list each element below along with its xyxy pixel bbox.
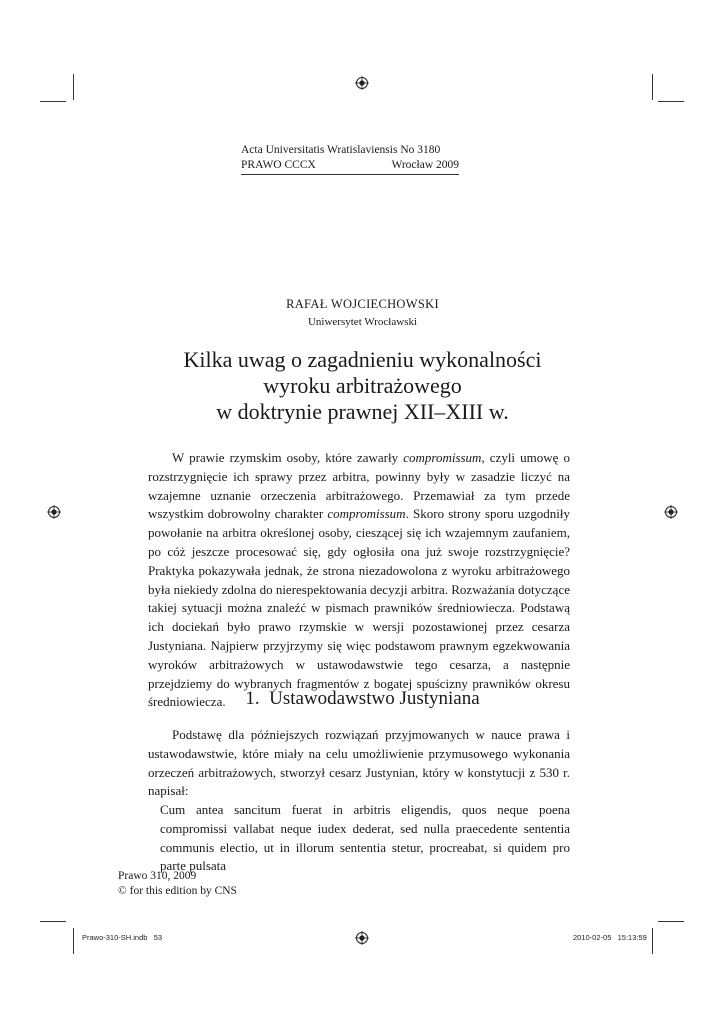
title-line: w doktrynie prawnej XII–XIII w. [216, 399, 509, 424]
term-compromissum: compromissum [327, 506, 406, 522]
intro-text: , czyli umowę o rozstrzygnięcie ich sprawy przez arbitra, powinny były w zasadzie liczyć na wzajemne uznanie orzeczenia arbitrażowego. Przemawiał za tym przede wszystkim dobrowolny charakter [148, 450, 570, 522]
series: PRAWO CCCX [241, 159, 316, 171]
header-rule [241, 174, 459, 175]
footer-copyright: © for this edition by CNS [118, 885, 237, 897]
title-line: wyroku arbitrażowego [263, 373, 462, 398]
intro-text: W prawie rzymskim osoby, które zawarły [172, 450, 404, 465]
section-paragraph [148, 726, 570, 801]
article-title [0, 347, 725, 425]
crop-mark [73, 74, 74, 100]
journal-header [241, 143, 459, 175]
intro-text: . Skoro strony sporu uzgodniły powołanie na arbitra określonej osoby, cieszącej się ich wzajemnym zaufaniem, po cóż jeszcze procesować się, gdy ogłosiła ona już swoje rozstrzygnięcie? Praktyka pokazywała jednak, że strona niezadowolona z wyroku arbitrażowego była niekiedy zdolna do nierespektowania decyzji arbitra. Rozważania dotyczące takiej sytuacji można znaleźć w pismach prawników średniowiecza. Podstawą ich dociekań było prawo rzymskie w wersji pozostawionej przez cesarza Justyniana. Najpierw przyjrzymy się więc podstawom prawnym egzekwowania wyroków arbitrażowych w ustawodawstwie tego cesarza, a następnie przejdziemy do wybranych fragmentów z bogatej spuścizny prawników okresu średniowiecza. [148, 506, 570, 710]
series-row [241, 158, 459, 173]
slug-timestamp: 2010-02-05 15:13:59 [573, 933, 647, 942]
place-year: Wrocław 2009 [391, 159, 459, 171]
crop-mark [40, 101, 66, 102]
section-title: Ustawodawstwo Justyniana [269, 688, 480, 709]
section-number: 1. [245, 688, 260, 709]
crop-mark [40, 921, 66, 922]
registration-mark-icon [355, 76, 369, 90]
intro-paragraph [148, 449, 570, 712]
term-compromissum: compromissum [403, 450, 482, 465]
section-heading [0, 688, 725, 710]
crop-mark [652, 74, 653, 100]
registration-mark-icon [47, 505, 61, 519]
registration-mark-icon [355, 931, 369, 945]
crop-mark [658, 101, 684, 102]
author-name: RAFAŁ WOJCIECHOWSKI [286, 297, 439, 311]
footer-citation: Prawo 310, 2009 [118, 870, 197, 882]
section-paragraph-text: Podstawę dla późniejszych rozwiązań przyjmowanych w nauce prawa i ustawodawstwie, które miały na celu umożliwienie przymusowego wykonania orzeczeń arbitrażowych, stworzył cesarz Justynian, który w konstytucji z 530 r. napisał: [148, 727, 570, 799]
registration-mark-icon [664, 505, 678, 519]
author-affiliation: Uniwersytet Wrocławski [307, 316, 418, 328]
crop-mark [658, 921, 684, 922]
crop-mark [73, 928, 74, 954]
slug-file: Prawo-310-SH.indb 53 [82, 933, 163, 942]
journal-name: Acta Universitatis Wratislaviensis No 3180 [241, 144, 441, 156]
latin-quote: Cum antea sancitum fuerat in arbitris eligendis, quos neque poena compromissi vallabat neque iudex dederat, sed nulla praecedente sententia communis electio, ut in illorum sententia stetur, procreabat, si quidem pro parte pulsata [160, 802, 570, 874]
title-line: Kilka uwag o zagadnieniu wykonalności [183, 347, 542, 372]
crop-mark [652, 928, 653, 954]
page-footer [118, 869, 237, 899]
